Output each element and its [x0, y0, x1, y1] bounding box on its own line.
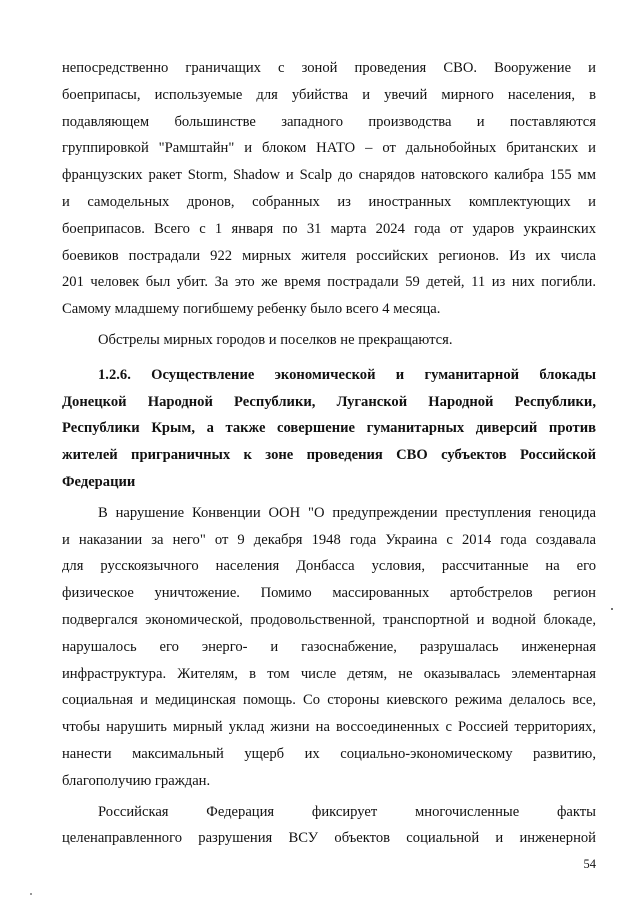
text-line: непосредственно граничащих с зоной проведения СВО. Вооружение и — [62, 60, 596, 76]
text-line: боеприпасы, используемые для убийства и увечий мирного населения, в — [62, 86, 596, 103]
scan-speck — [30, 893, 32, 895]
text-line: Самому младшему погибшему ребенку было всего 4 месяца. — [62, 301, 441, 318]
heading-line: Республики Крым, а также совершение гуманитарных диверсий против — [62, 420, 596, 437]
text-line: В нарушение Конвенции ООН "О предупреждении преступления геноцида — [98, 504, 596, 521]
text-line: боеприпасов. Всего с 1 января по 31 марта 2024 года от ударов украинских — [62, 220, 596, 237]
text-line: целенаправленного разрушения ВСУ объектов социальной и инженерной — [62, 830, 596, 847]
paragraph-4 — [62, 799, 596, 853]
heading-line: жителей приграничных к зоне проведения СВО субъектов Российской — [62, 447, 596, 464]
heading-line: Федерации — [62, 473, 136, 490]
text-line: подвергался экономической, продовольственной, транспортной и водной блокаде, — [62, 611, 596, 628]
text-line: Обстрелы мирных городов и поселков не прекращаются. — [98, 331, 453, 348]
text-line: нанести максимальный ущерб их социально-экономическому развитию, — [62, 745, 596, 762]
text-line: чтобы нарушить мирный уклад жизни на воссоединенных с Россией территориях, — [62, 719, 596, 736]
text-line: боевиков пострадали 922 мирных жителя российских регионов. Из их числа — [62, 247, 596, 264]
section-heading — [62, 362, 596, 496]
text-line: Российская Федерация фиксирует многочисленные факты — [98, 803, 596, 820]
page-number: 54 — [583, 857, 596, 871]
text-line: нарушалось его энерго- и газоснабжение, разрушалась инженерная — [62, 638, 596, 655]
text-line: 201 человек был убит. За это же время пострадали 59 детей, 11 из них погибли. — [62, 274, 596, 291]
text-line: и наказании за него" от 9 декабря 1948 года Украина с 2014 года создавала — [62, 531, 596, 548]
heading-line: Донецкой Народной Республики, Луганской Народной Республики, — [62, 393, 596, 410]
paragraph-3 — [62, 500, 596, 795]
paragraph-1 — [62, 55, 596, 323]
text-line: французских ракет Storm, Shadow и Scalp до снарядов натовского калибра 155 мм — [62, 167, 596, 184]
text-line: подавляющем большинстве западного производства и поставляются — [62, 113, 596, 130]
text-line: инфраструктура. Жителям, в том числе детям, не оказывалась элементарная — [62, 665, 596, 682]
text-body — [62, 55, 596, 852]
text-line: социальная и медицинская помощь. Со стороны киевского режима делалось все, — [62, 692, 596, 709]
heading-line: 1.2.6. Осуществление экономической и гуманитарной блокады — [98, 366, 596, 383]
text-line: группировкой "Рамштайн" и блоком НАТО – от дальнобойных британских и — [62, 140, 596, 157]
text-line: физическое уничтожение. Помимо массированных артобстрелов регион — [62, 585, 596, 602]
text-line: благополучию граждан. — [62, 772, 211, 789]
text-line: для русскоязычного населения Донбасса условия, рассчитанные на его — [62, 558, 596, 575]
paragraph-2 — [62, 327, 596, 354]
scan-speck — [611, 608, 613, 610]
text-line: и самодельных дронов, собранных из иностранных комплектующих и — [62, 193, 596, 210]
